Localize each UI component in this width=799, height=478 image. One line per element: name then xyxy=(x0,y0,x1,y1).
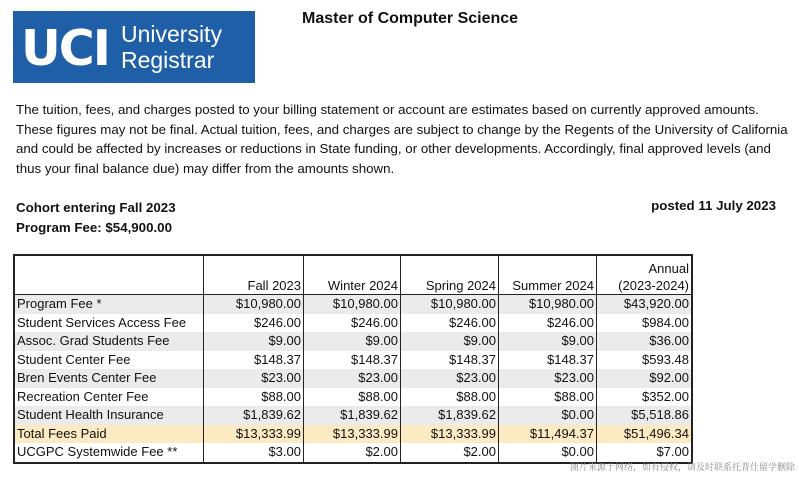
fee-amount-cell: $1,839.62 xyxy=(304,406,401,425)
table-row xyxy=(14,351,692,370)
fee-amount-cell: $23.00 xyxy=(304,369,401,388)
fee-amount-cell: $43,920.00 xyxy=(597,295,693,314)
logo-line-2: Registrar xyxy=(120,47,215,73)
table-row xyxy=(14,369,692,388)
fee-amount-cell: $2.00 xyxy=(401,443,499,463)
fee-amount-cell: $3.00 xyxy=(204,443,304,463)
fee-amount-cell: $23.00 xyxy=(204,369,304,388)
row-label-cell: Student Health Insurance xyxy=(14,406,204,425)
fee-amount-cell: $88.00 xyxy=(499,388,597,407)
table-header-cell xyxy=(14,255,204,295)
table-row xyxy=(14,295,692,314)
row-label-cell: Bren Events Center Fee xyxy=(14,369,204,388)
table-header-cell: Fall 2023 xyxy=(204,255,304,295)
table-header-cell: Spring 2024 xyxy=(401,255,499,295)
fee-amount-cell: $1,839.62 xyxy=(204,406,304,425)
fee-amount-cell: $36.00 xyxy=(597,332,693,351)
fee-amount-cell: $13,333.99 xyxy=(204,425,304,444)
fee-amount-cell: $246.00 xyxy=(304,314,401,333)
fee-amount-cell: $2.00 xyxy=(304,443,401,463)
table-row xyxy=(14,406,692,425)
logo-line-1: University xyxy=(120,21,222,47)
fee-amount-cell: $9.00 xyxy=(204,332,304,351)
logo-mark: UCI xyxy=(21,19,109,77)
table-row xyxy=(14,314,692,333)
fee-amount-cell: $10,980.00 xyxy=(304,295,401,314)
posted-date: posted 11 July 2023 xyxy=(651,198,776,213)
table-header-cell: Winter 2024 xyxy=(304,255,401,295)
fee-amount-cell: $0.00 xyxy=(499,406,597,425)
fee-amount-cell: $7.00 xyxy=(597,443,693,463)
fee-amount-cell: $88.00 xyxy=(204,388,304,407)
fee-amount-cell: $593.48 xyxy=(597,351,693,370)
fee-amount-cell: $246.00 xyxy=(499,314,597,333)
table-row xyxy=(14,425,692,444)
page-title: Master of Computer Science xyxy=(302,10,519,27)
fee-amount-cell: $9.00 xyxy=(401,332,499,351)
fee-amount-cell: $148.37 xyxy=(304,351,401,370)
fee-amount-cell: $13,333.99 xyxy=(401,425,499,444)
program-fee-label: Program Fee: $54,900.00 xyxy=(16,219,172,235)
fee-amount-cell: $9.00 xyxy=(304,332,401,351)
uci-registrar-logo xyxy=(13,11,255,83)
fee-amount-cell: $352.00 xyxy=(597,388,693,407)
table-header-cell: Annual (2023-2024) xyxy=(597,255,693,295)
logo-wordmark xyxy=(121,21,222,73)
fees-table xyxy=(13,254,693,464)
fee-amount-cell: $13,333.99 xyxy=(304,425,401,444)
table-row xyxy=(14,332,692,351)
fee-amount-cell: $0.00 xyxy=(499,443,597,463)
watermark-text: 图片来源于网络，如有侵权，请及时联系托普仕留学删除 xyxy=(569,462,795,472)
fee-amount-cell: $10,980.00 xyxy=(204,295,304,314)
fees-table-body xyxy=(14,295,692,463)
fee-amount-cell: $23.00 xyxy=(499,369,597,388)
fee-amount-cell: $11,494.37 xyxy=(499,425,597,444)
fee-amount-cell: $984.00 xyxy=(597,314,693,333)
fee-amount-cell: $148.37 xyxy=(204,351,304,370)
cohort-label: Cohort entering Fall 2023 xyxy=(16,200,176,215)
fee-amount-cell: $88.00 xyxy=(304,388,401,407)
fee-amount-cell: $10,980.00 xyxy=(499,295,597,314)
fee-amount-cell: $246.00 xyxy=(204,314,304,333)
fee-amount-cell: $246.00 xyxy=(401,314,499,333)
cohort-info xyxy=(16,198,176,237)
fee-amount-cell: $5,518.86 xyxy=(597,406,693,425)
fee-amount-cell: $148.37 xyxy=(401,351,499,370)
table-row xyxy=(14,388,692,407)
row-label-cell: Student Services Access Fee xyxy=(14,314,204,333)
fee-amount-cell: $1,839.62 xyxy=(401,406,499,425)
table-header-row xyxy=(14,255,692,295)
fee-amount-cell: $10,980.00 xyxy=(401,295,499,314)
row-label-cell: Total Fees Paid xyxy=(14,425,204,444)
fee-amount-cell: $23.00 xyxy=(401,369,499,388)
fee-amount-cell: $92.00 xyxy=(597,369,693,388)
row-label-cell: Student Center Fee xyxy=(14,351,204,370)
row-label-cell: Recreation Center Fee xyxy=(14,388,204,407)
fee-amount-cell: $88.00 xyxy=(401,388,499,407)
disclaimer-paragraph: The tuition, fees, and charges posted to your billing statement or account are estimates based on currently approved amounts. These figures may not be final. Actual tuition, fees, and charges are subject to change by the Regents of the University of California and could be affected by increases or reductions in State funding, or other developments. Accordingly, final approved levels (and thus your final balance due) may differ from the amounts shown. xyxy=(16,102,788,176)
fee-amount-cell: $51,496.34 xyxy=(597,425,693,444)
table-header-cell: Summer 2024 xyxy=(499,255,597,295)
row-label-cell: UCGPC Systemwide Fee ** xyxy=(14,443,204,463)
fee-amount-cell: $9.00 xyxy=(499,332,597,351)
row-label-cell: Program Fee * xyxy=(14,295,204,314)
fee-amount-cell: $148.37 xyxy=(499,351,597,370)
row-label-cell: Assoc. Grad Students Fee xyxy=(14,332,204,351)
